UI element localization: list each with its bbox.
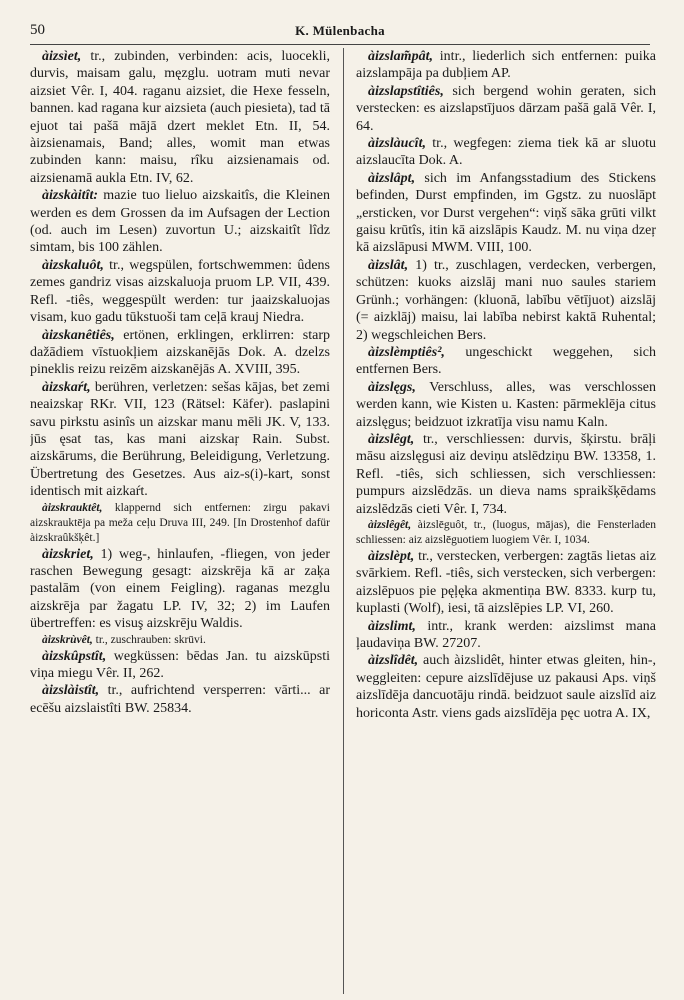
entry-headword: àizslapstîtiês, <box>368 83 444 99</box>
entry-text: tr., zubinden, verbinden: acis, luocekli, durvis, maisam galu, męzglu. uotram muti nevar aizsiet Vêr. I, 404. raganu aizsiet, die Hexe fesseln, bannen. kad ragana kur aizsieta (auch piesieta), tad tā ejuot tai pašā mājā dzert meklet Etn. II, 54. àizsienamais, Band; alles, womit man etwas zubinden kann: maisu, rîku aizsienamais od. aizsienamā aukla Etn. IV, 62. <box>30 49 330 186</box>
entry-headword: àizslîdêt, <box>368 653 419 669</box>
dictionary-entry <box>356 344 656 379</box>
entry-text: wegküssen: bēdas Jan. tu aizskūpsti viņa miegu Vêr. II, 262. <box>30 648 330 681</box>
entry-headword: àizskrauktêt, <box>42 501 103 514</box>
dictionary-entry <box>30 327 330 379</box>
dictionary-entry <box>30 379 330 501</box>
entry-text: 1) weg-, hinlaufen, -fliegen, von jeder raschen Bewegung gesagt: aizskrēja kā ar zaķa pastalām (von einem Feigling). raganas mezglu aizskrēja par žagatu LP. IV, 32; 2) im Laufen übertreffen: es visuş aizskrēju Waldis. <box>30 546 330 632</box>
entry-headword: àizslam̃pât, <box>368 49 433 64</box>
page-number: 50 <box>30 22 45 38</box>
entry-headword: àizslât, <box>368 257 409 273</box>
dictionary-entry <box>30 546 330 633</box>
entry-text: tr., zuschrauben: skrūvi. <box>92 633 206 646</box>
dictionary-entry <box>356 170 656 257</box>
entry-headword: àizslęgs, <box>368 379 416 395</box>
entry-headword: àizslèmptiês², <box>368 344 445 360</box>
dictionary-entry <box>30 648 330 683</box>
dictionary-entry <box>356 618 656 653</box>
entry-headword: àizslâpt, <box>368 170 416 186</box>
entry-headword: àizskàitît: <box>42 188 99 204</box>
dictionary-entry <box>356 83 656 135</box>
column-divider <box>343 48 344 994</box>
entry-text: berühren, verletzen: sešas kājas, bet zemi neaizskaŗ RKr. VII, 123 (Rätsel: Käfer). paslapini savu pirkstu asinîs un aizskar manu mēli JK. V, 133. jūs ęsat tas, kas mani aizskaŗ Rain. Subst. aizskārums, die Berührung, Beleidigung, Verletzung. Übertretung des Gesetzes. Aus aiz-s(i)-kart, sonst identisch mit aizkaŕt. <box>30 379 330 500</box>
entry-text: sich bergend wohin geraten, sich verstecken: es aizslapstījuos dārzam pašā galā Vêr. I, 64. <box>356 83 656 134</box>
dictionary-entry <box>356 518 656 548</box>
entry-headword: àizskriet, <box>42 546 94 562</box>
entry-text: sich im Anfangsstadium des Stickens befinden, Durst empfinden, im Ggstz. zu nuoslāpt „ersticken, vor Durst vergehen“: viņš sāka grūti vilkt gaisu krūtîs, itin kā aizslāpis Kaudz. M. nu viņa dzeŗ kā aizslāpusi MWM. VIII, 100. <box>356 170 656 256</box>
left-column <box>30 48 330 994</box>
dictionary-entry <box>356 48 656 83</box>
dictionary-entry <box>356 431 656 518</box>
dictionary-columns <box>30 48 656 994</box>
dictionary-entry <box>356 548 656 618</box>
dictionary-entry <box>356 257 656 344</box>
entry-headword: àizslimt, <box>368 618 416 634</box>
entry-headword: àizskrùvêt, <box>42 633 93 646</box>
entry-text: intr., liederlich sich entfernen: puika aizslampāja pa dubļiem AP. <box>356 49 656 82</box>
entry-headword: àizslàucît, <box>368 136 426 152</box>
entry-headword: àizskanêtiês, <box>42 327 115 343</box>
entry-headword: àizskûpstît, <box>42 648 107 664</box>
entry-text: auch àizslidêt, hinter etwas gleiten, hin-, weggleiten: cepure aizslīdējuse uz pakausi Aps. viņš aizslīdēja dancuotāju rindā. beidzuot saule aizslīd aiz horiconta Astr. viens gads aizslīdēja pęc uotra A. IX, <box>356 653 656 721</box>
entry-text: 1) tr., zuschlagen, verdecken, verbergen, schützen: kuoks aizslāj mani nuo saules stariem Grünh.; vorhängen: (kluonā, labību vētījuot) aizslāj (= aizklāj) maisu, lai labība nebirst kaktā Ruhental; 2) wegschleichen Bers. <box>356 257 656 343</box>
entry-text: tr., wegfegen: ziema tiek kā ar sluotu aizslaucīta Dok. A. <box>356 136 656 169</box>
dictionary-entry <box>30 257 330 327</box>
entry-headword: àizslêgt, <box>368 431 415 447</box>
dictionary-entry <box>30 633 330 648</box>
entry-text: ungeschickt weggehen, sich entfernen Bers. <box>356 344 656 378</box>
dictionary-entry <box>356 135 656 170</box>
dictionary-entry <box>356 379 656 431</box>
dictionary-entry <box>30 187 330 257</box>
dictionary-entry <box>30 501 330 546</box>
right-column <box>356 48 656 994</box>
dictionary-entry <box>30 682 330 717</box>
entry-text: Verschluss, alles, was verschlossen werden kann, wie Kisten u. Kasten: pārmeklēja citus aizslęgus; beidzuot izkratīja visu namu Kaln. <box>356 379 656 430</box>
entry-headword: àizslèpt, <box>368 548 415 564</box>
entry-text: klappernd sich entfernen: zirgu pakavi aizskrauktēja pa meža ceļu Druva III, 249. [In Drostenhof dafür àizskraûkšķêt.] <box>30 501 330 544</box>
entry-text: tr., wegspülen, fortschwemmen: ûdens zemes gandriz visas aizskaluoja pruom LP. VII, 439. Refl. -tiês, weggespült werden: tur jaaizskaluojas visam, kuo gadu tūkstuoši tam ceļā krauj Niedra. <box>30 257 330 326</box>
entry-text: tr., verstecken, verbergen: zagtās lietas aiz svārkiem. Refl. -tiês, sich verstecken, sich verbergen: aizslēpuos pie pęļęka akmentiņa BW. 8333. kurp tu, kuplasti (Wolf), iesi, tā aizslēpies LP. VI, 260. <box>356 548 656 617</box>
dictionary-entry <box>356 652 656 722</box>
entry-text: tr., aufrichtend versperren: vārti... ar ecēšu aizslaistîti BW. 25834. <box>30 683 330 716</box>
entry-headword: àizskaŕt, <box>42 379 91 395</box>
entry-headword: àizskaluôt, <box>42 257 104 273</box>
page-header <box>30 20 650 45</box>
entry-text: àizslēguôt, tr., (luogus, mājas), die Fensterladen schliessen: aiz aizslēguotiem luogiem Vêr. I, 1034. <box>356 518 656 546</box>
entry-text: intr., krank werden: aizslimst mana ļaudaviņa BW. 27207. <box>356 618 656 651</box>
entry-text: mazie tuo lieluo aizskaitîs, die Kleinen werden es dem Grossen da im Aufsagen der Lection (od. auch im Lesen) zuvortun U.; aizskaitît lîdz simtam, bis 100 zählen. <box>30 188 330 256</box>
entry-text: tr., verschliessen: durvis, šķirstu. brāļi māsu aizslęgusi aiz deviņu atslēdziņu BW. 13358, 1. Refl. -tiês, sich schliessen, sich verschliessen: pumpurs aizslēdzās. un dieva nams spraikšķēdams aizslēdzās cieti Vêr. I, 734. <box>356 431 656 517</box>
entry-text: ertönen, erklingen, erklirren: starp dažādiem vīstuokļiem aizskanējās Dok. A. dzelzs pineklis reizu reizēm aizskanējās A. XVIII, 395. <box>30 327 330 378</box>
entry-headword: àizsìet, <box>42 49 82 64</box>
running-head: K. Mülenbacha <box>295 23 385 38</box>
dictionary-entry <box>30 48 330 187</box>
entry-headword: àizslêgêt, <box>368 518 412 531</box>
entry-headword: àizslàistît, <box>42 683 100 699</box>
